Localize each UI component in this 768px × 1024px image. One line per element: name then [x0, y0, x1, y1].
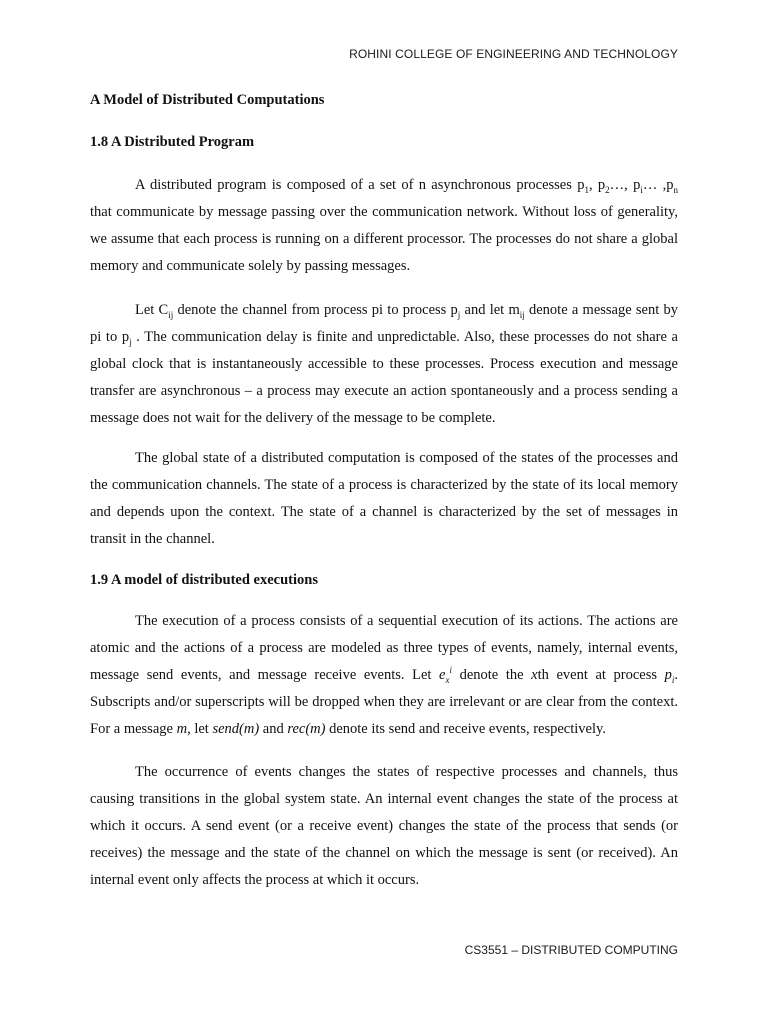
section-heading-1-9: 1.9 A model of distributed executions	[90, 572, 318, 588]
paragraph-event-occurrence: The occurrence of events changes the states of respective processes and channels, thus causing transitions in the global system state. An internal event changes the state of the process at which it occurs. A send event (or a receive event) changes the state of the process that sends (or receives) the message and the state of the channel on which the message is sent (or received). An internal event only affects the process at which it occurs.	[90, 764, 678, 888]
section-heading-1-8: 1.8 A Distributed Program	[90, 134, 255, 150]
paragraph-distributed-program: A distributed program is composed of a set of n asynchronous processes $p_1$, $p_2\dots$, $p_i\dots$ $,p_n$ that communicate by message passing over the communication network. Without loss of generality, we assume that each process is running on a different processor. The processes do not share a global memory and communicate solely by passing messages.	[90, 177, 679, 274]
page-header: ROHINI COLLEGE OF ENGINEERING AND TECHNOLOGY	[349, 47, 678, 61]
paragraph-channel-definition: Let $C_{ij}$ denote the channel from process pi to process $p_j$ and let $m_{ij}$ denote a message sent by pi to $p_j$ . The communication delay is finite and unpredictable. Also, these processes do not share a global clock that is instantaneously accessible to these processes. Process execution and message transfer are asynchronous – a process may execute an action spontaneously and a process sending a message does not wait for the delivery of the message to be complete.	[90, 302, 678, 426]
document-title: A Model of Distributed Computations	[90, 92, 325, 108]
paragraph-process-execution: The execution of a process consists of a sequential execution of its actions. The actions are atomic and the actions of a process are modeled as three types of events, namely, internal events, message send events, and message receive events. Let $e_x^i$ denote the xth event at process $p_i$. Subscripts and/or superscripts will be dropped when they are irrelevant or are clear from the context. For a message m, let send(m) and rec(m) denote its send and receive events, respectively.	[90, 613, 678, 737]
paragraph-global-state: The global state of a distributed computation is composed of the states of the processes and the communication channels. The state of a process is characterized by the state of its local memory and depends upon the context. The state of a channel is characterized by the set of messages in transit in the channel.	[90, 450, 678, 547]
page-footer: CS3551 – DISTRIBUTED COMPUTING	[464, 943, 678, 957]
